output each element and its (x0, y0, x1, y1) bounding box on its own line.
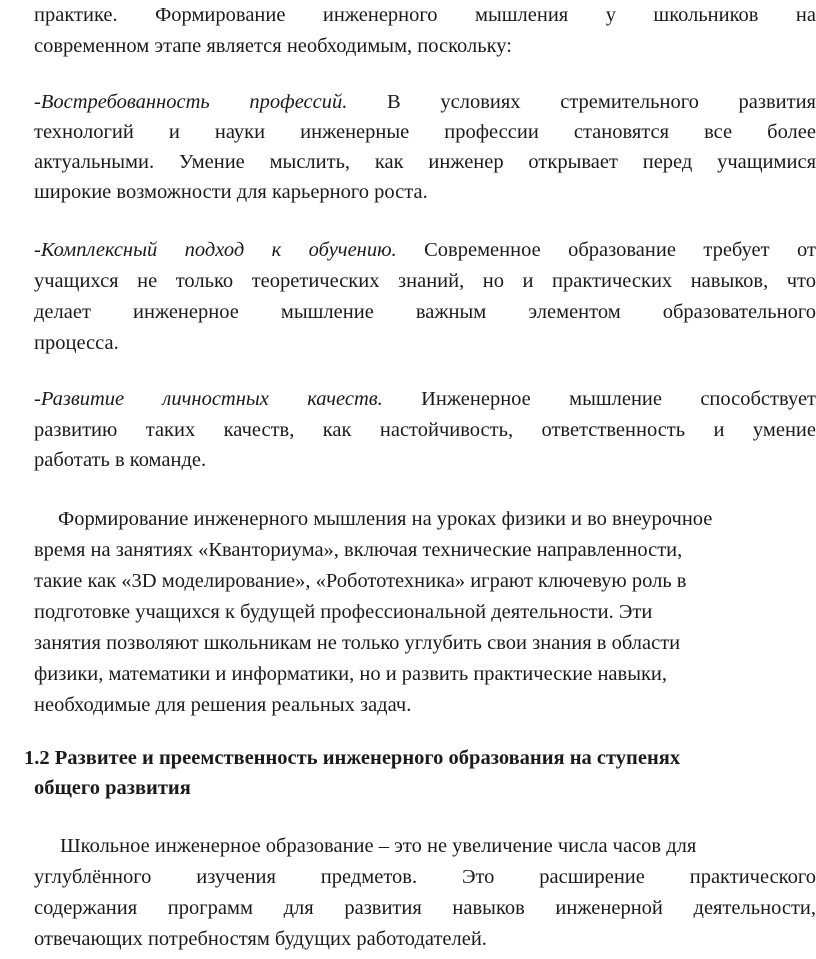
list-item-first-line (34, 235, 816, 265)
text-line: широкие возможности для карьерного роста. (34, 181, 428, 203)
text-line: учащихся не только теоретических знаний, но и практических навыков, что (34, 270, 816, 292)
list-item-text: Инженерное мышление способствует (421, 388, 816, 410)
text-line: работать в команде. (34, 449, 207, 471)
text-line: Формирование инженерного мышления на уроках физики и во внеурочное (58, 508, 713, 530)
text-line: занятия позволяют школьникам не только углубить свои знания в области (34, 632, 681, 654)
list-item-first-line (34, 87, 816, 117)
text-line: актуальными. Умение мыслить, как инженер открывает перед учащимися (34, 151, 816, 173)
list-item-title: Востребованность профессий. (40, 91, 348, 113)
text-line: делает инженерное мышление важным элементом образовательного (34, 301, 816, 323)
text-line: технологий и науки инженерные профессии становятся все более (34, 121, 816, 143)
text-line: практике. Формирование инженерного мышления у школьников на (34, 4, 816, 26)
list-dash: - (34, 239, 41, 261)
text-line: физики, математики и информатики, но и развить практические навыки, (34, 663, 668, 685)
list-dash: - (34, 91, 41, 113)
text-line: время на занятиях «Кванториума», включая технические направленности, (34, 539, 683, 561)
list-dash: - (34, 388, 41, 410)
list-item-title: Развитие личностных качеств. (40, 388, 383, 410)
heading-line: общего развития (34, 777, 191, 799)
text-line: Школьное инженерное образование – это не увеличение числа часов для (60, 835, 697, 857)
list-item-first-line (34, 384, 816, 414)
text-line: процесса. (34, 332, 119, 354)
text-line: современном этапе является необходимым, поскольку: (34, 35, 512, 57)
text-line: такие как «3D моделирование», «Робототехника» играют ключевую роль в (34, 570, 687, 592)
text-line: углублённого изучения предметов. Это расширение практического (34, 866, 816, 888)
text-line: подготовке учащихся к будущей профессиональной деятельности. Эти (34, 601, 653, 623)
list-item-text: Современное образование требует от (424, 239, 816, 261)
heading-line: 1.2 Развитее и преемственность инженерного образования на ступенях (24, 747, 681, 769)
list-item-text: В условиях стремительного развития (387, 91, 816, 113)
text-line: содержания программ для развития навыков инженерной деятельности, (34, 897, 816, 919)
text-line: развитию таких качеств, как настойчивость, ответственность и умение (34, 419, 816, 441)
text-line: отвечающих потребностям будущих работодателей. (34, 928, 487, 950)
text-line: необходимые для решения реальных задач. (34, 694, 412, 716)
list-item-title: Комплексный подход к обучению. (40, 239, 397, 261)
